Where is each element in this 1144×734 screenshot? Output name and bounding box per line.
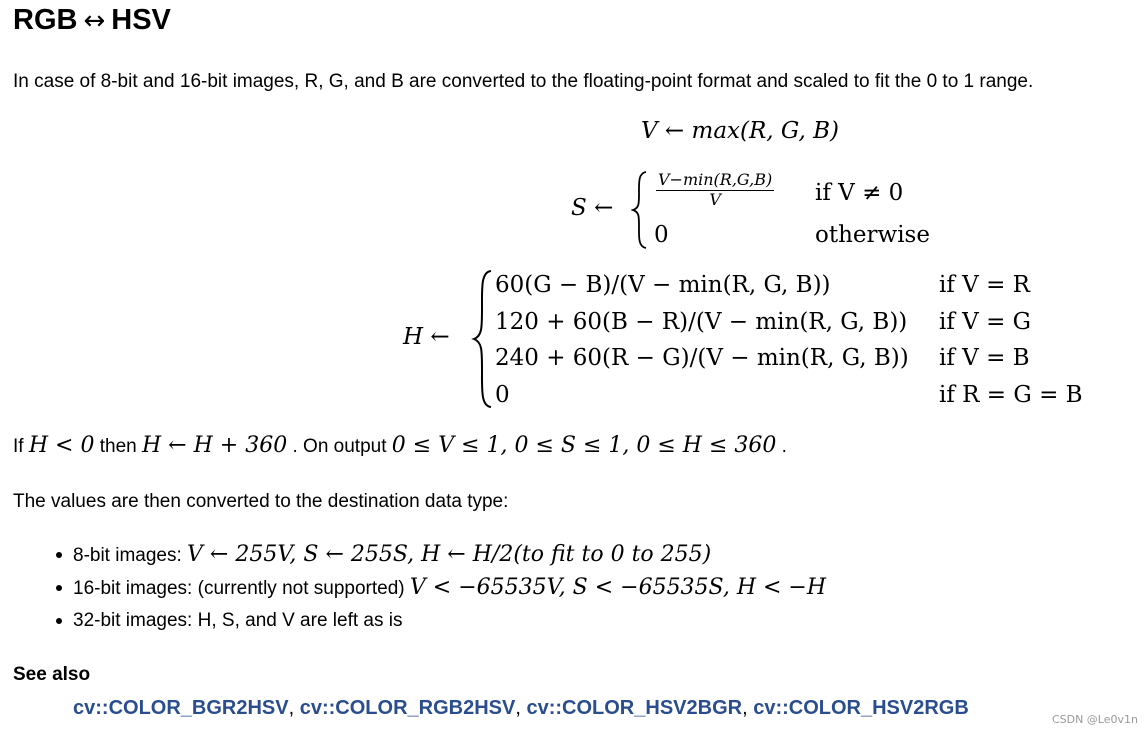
formula-v (641, 118, 839, 144)
output-text-4: . (776, 436, 787, 457)
formula-v-text: V ← max(R, G, B) (641, 118, 839, 144)
bullet-dot-icon (56, 552, 62, 558)
watermark: CSDN @Le0v1n (1051, 713, 1138, 726)
formula-s-cond1 (815, 180, 903, 206)
formula-s-lhs (571, 195, 613, 221)
intro-paragraph: In case of 8-bit and 16-bit images, R, G, and B are converted to the floating-point format and scaled to fit the 0 to 1 range. (13, 71, 1034, 92)
output-range-line (13, 434, 787, 459)
bullet-text: 16-bit images: (currently not supported) (73, 578, 410, 599)
bullet-math: V < −65535V, S < −65535S, H < −H (409, 575, 827, 600)
formula-h-case4-cond-text: if R = G = B (939, 382, 1083, 408)
formula-h-case1-cond (939, 272, 1030, 298)
bullet-dot-icon (56, 618, 62, 624)
formula-s-lhs-text: S ← (571, 195, 614, 221)
formula-h-lhs-text: H ← (403, 324, 450, 350)
link-color-rgb2hsv[interactable]: cv::COLOR_RGB2HSV (299, 697, 516, 719)
see-also-links (73, 697, 969, 720)
formula-s-numerator: V−min(R,G,B) (658, 170, 773, 189)
formula-h-case2-expr (495, 309, 907, 335)
formula-h-case4-expr-text: 0 (495, 382, 510, 408)
formula-s-val2 (654, 222, 669, 248)
formula-h-case3-expr (495, 345, 909, 371)
formula-h-lhs (403, 324, 450, 350)
output-text-1: If (13, 436, 29, 457)
left-right-arrow-icon: ↔ (83, 6, 106, 36)
output-text-3: . On output (287, 436, 392, 457)
link-separator: , (515, 697, 527, 719)
formula-h-case2-cond-text: if V = G (939, 309, 1032, 335)
output-math-1: H < 0 (28, 433, 95, 458)
bullet-text: 32-bit images: H, S, and V are left as is (73, 610, 403, 631)
bullet-math: V ← 255V, S ← 255S, H ← H/2(to fit to 0 to 255) (187, 542, 712, 567)
output-text-2: then (94, 436, 142, 457)
see-also-label: See also (13, 664, 91, 685)
link-color-hsv2rgb[interactable]: cv::COLOR_HSV2RGB (753, 697, 969, 719)
values-paragraph: The values are then converted to the destination data type: (13, 491, 509, 512)
section-heading (13, 4, 171, 37)
formula-s-val2-text: 0 (654, 222, 669, 248)
formula-s-fraction (656, 171, 774, 209)
s-left-brace (631, 170, 651, 250)
heading-hsv: HSV (111, 4, 171, 36)
h-left-brace (471, 268, 497, 410)
formula-s-cond1-text: if V ≠ 0 (815, 180, 904, 206)
formula-h-case4-cond (939, 382, 1083, 408)
link-color-hsv2bgr[interactable]: cv::COLOR_HSV2BGR (526, 697, 743, 719)
formula-h-case1-cond-text: if V = R (939, 272, 1031, 298)
formula-s-cond2 (815, 222, 930, 248)
formula-h-case2-cond (939, 309, 1031, 335)
formula-h-case1-expr-text: 60(G − B)/(V − min(R, G, B)) (495, 272, 831, 298)
heading-rgb: RGB (13, 4, 78, 36)
formula-s-denominator: V (709, 190, 721, 209)
formula-h-case3-cond (939, 345, 1030, 371)
list-item (13, 571, 826, 604)
formula-h-case3-expr-text: 240 + 60(R − G)/(V − min(R, G, B)) (495, 345, 909, 371)
formula-h-case4-expr (495, 382, 510, 408)
output-math-2: H ← H + 360 (142, 433, 288, 458)
list-item (13, 604, 826, 637)
formula-h-case2-expr-text: 120 + 60(B − R)/(V − min(R, G, B)) (495, 309, 908, 335)
bullet-dot-icon (56, 585, 62, 591)
list-item (13, 538, 826, 571)
link-color-bgr2hsv[interactable]: cv::COLOR_BGR2HSV (73, 697, 289, 719)
bullet-text: 8-bit images: (73, 545, 188, 566)
formula-s-cond2-text: otherwise (815, 222, 930, 248)
formula-h-case1-expr (495, 272, 831, 298)
formula-h-case3-cond-text: if V = B (939, 345, 1030, 371)
link-separator: , (742, 697, 754, 719)
output-math-3: 0 ≤ V ≤ 1, 0 ≤ S ≤ 1, 0 ≤ H ≤ 360 (391, 433, 777, 458)
bullet-list (13, 538, 826, 637)
link-separator: , (288, 697, 300, 719)
